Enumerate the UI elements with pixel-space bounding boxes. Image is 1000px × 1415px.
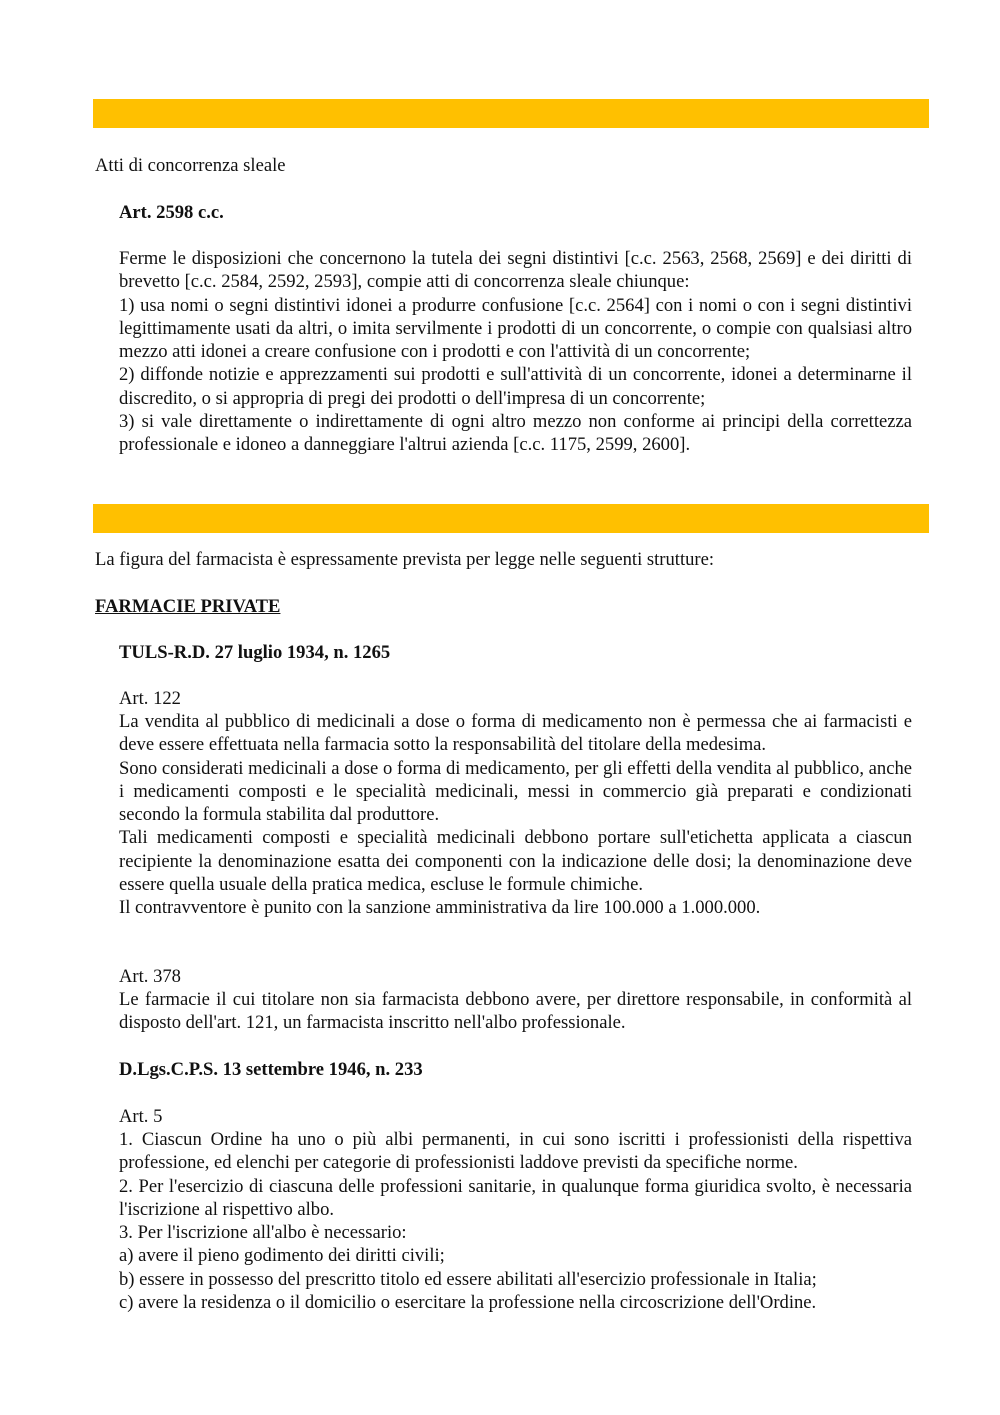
law-heading: D.Lgs.C.P.S. 13 settembre 1946, n. 233: [119, 1059, 423, 1080]
section-title: Atti di concorrenza sleale: [95, 155, 286, 176]
article-text: [119, 988, 912, 1035]
paragraph: Le farmacie il cui titolare non sia farmacista debbono avere, per direttore responsabile, in conformità al disposto dell'art. 121, un farmacista inscritto nell'albo professionale.: [119, 989, 912, 1034]
paragraph: La vendita al pubblico di medicinali a dose o forma di medicamento non è permessa che ai farmacisti e deve essere effettuata nella farmacia sotto la responsabilità del titolare della medesima.: [119, 711, 912, 756]
article-label: Art. 5: [119, 1106, 163, 1127]
article-text: [119, 710, 912, 920]
paragraph: Tali medicamenti composti e specialità medicinali debbono portare sull'etichetta applicata a ciascun recipiente la denominazione esatta dei componenti con la indicazione delle dosi; la denominazione deve essere quella usuale della pratica medica, escluse le formule chimiche.: [119, 827, 912, 896]
article-label: Art. 378: [119, 966, 181, 987]
paragraph: Sono considerati medicinali a dose o forma di medicamento, per gli effetti della vendita al pubblico, anche i medicamenti composti e le specialità medicinali, messi in commercio già preparati e condizionati secondo la formula stabilita dal produttore.: [119, 757, 912, 826]
paragraph: Ferme le disposizioni che concernono la tutela dei segni distintivi [c.c. 2563, 2568, 2569] e dei diritti di brevetto [c.c. 2584, 2592, 2593], compie atti di concorrenza sleale chiunque:: [119, 248, 912, 293]
paragraph: b) essere in possesso del prescritto titolo ed essere abilitati all'esercizio professionale in Italia;: [119, 1268, 817, 1290]
section-highlight-bar: [93, 99, 929, 128]
paragraph: 2. Per l'esercizio di ciascuna delle professioni sanitarie, in qualunque forma giuridica svolto, è necessaria l'iscrizione al rispettivo albo.: [119, 1175, 912, 1220]
section-highlight-bar: [93, 504, 929, 533]
paragraph: 3. Per l'iscrizione all'albo è necessario:: [119, 1222, 407, 1244]
article-text: [119, 247, 912, 457]
law-heading: TULS-R.D. 27 luglio 1934, n. 1265: [119, 642, 391, 663]
article-label: Art. 122: [119, 688, 181, 709]
paragraph: 1) usa nomi o segni distintivi idonei a produrre confusione [c.c. 2564] con i nomi o con i segni distintivi legittimamente usati da altri, o imita servilmente i prodotti di un concorrente, o compie con qualsiasi altro mezzo atti idonei a creare confusione con i prodotti e con l'attività di un concorrente;: [119, 294, 912, 363]
article-text: [119, 1128, 912, 1314]
paragraph: 2) diffonde notizie e apprezzamenti sui prodotti e sull'attività di un concorrente, idonei a determinarne il discredito, o si appropria di pregi dei prodotti o dell'impresa di un concorrente;: [119, 364, 912, 409]
article-heading: Art. 2598 c.c.: [119, 202, 224, 223]
paragraph: 3) si vale direttamente o indirettamente di ogni altro mezzo non conforme ai principi della correttezza professionale e idoneo a danneggiare l'altrui azienda [c.c. 1175, 2599, 2600].: [119, 411, 912, 456]
paragraph: a) avere il pieno godimento dei diritti civili;: [119, 1245, 445, 1267]
paragraph: c) avere la residenza o il domicilio o esercitare la professione nella circoscrizione dell'Ordine.: [119, 1292, 817, 1314]
paragraph: 1. Ciascun Ordine ha uno o più albi permanenti, in cui sono iscritti i professionisti della rispettiva professione, ed elenchi per categorie di professionisti laddove previsti da specifiche norme.: [119, 1129, 912, 1174]
section-intro: La figura del farmacista è espressamente prevista per legge nelle seguenti strutture:: [95, 549, 715, 570]
category-heading: FARMACIE PRIVATE: [95, 596, 281, 617]
paragraph: Il contravventore è punito con la sanzione amministrativa da lire 100.000 a 1.000.000.: [119, 897, 761, 919]
